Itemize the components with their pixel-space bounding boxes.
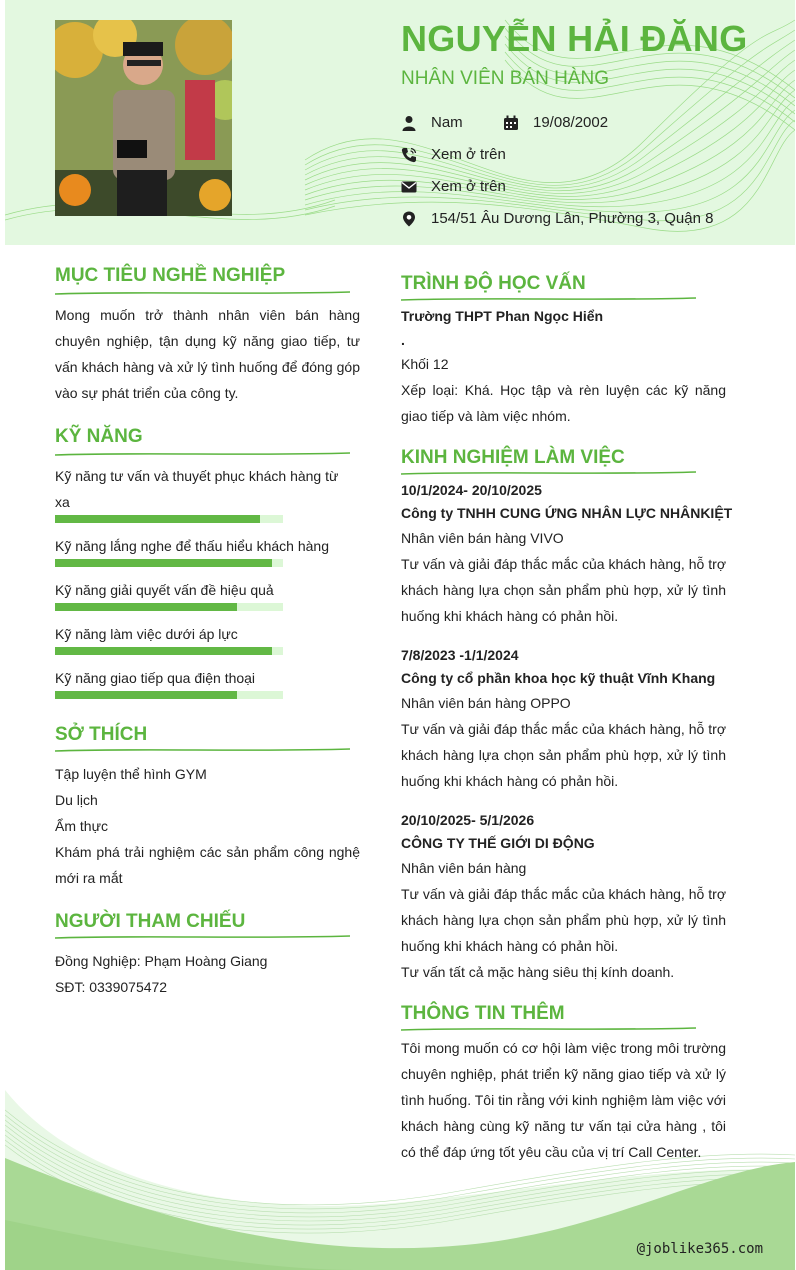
- job-company: CÔNG TY THẾ GIỚI DI ĐỘNG: [401, 835, 595, 851]
- skill-bar: [55, 515, 283, 523]
- skill-bar-fill: [55, 603, 237, 611]
- job-period: 10/1/2024- 20/10/2025: [401, 482, 542, 498]
- email-value: Xem ở trên: [431, 178, 506, 195]
- skill-bar: [55, 603, 283, 611]
- skills-title: KỸ NĂNG: [55, 426, 143, 447]
- address-row: [401, 210, 713, 227]
- phone-row: [401, 146, 506, 163]
- additional-title: THÔNG TIN THÊM: [401, 1003, 565, 1024]
- references-underline: [55, 934, 350, 940]
- person-photo-illustration: [55, 20, 232, 216]
- birthday-value: 19/08/2002: [533, 114, 609, 131]
- skill-label: Kỹ năng giao tiếp qua điện thoại: [55, 670, 256, 686]
- candidate-role: NHÂN VIÊN BÁN HÀNG: [401, 68, 609, 89]
- hobbies-title: SỞ THÍCH: [55, 724, 148, 745]
- job-position: Nhân viên bán hàng: [401, 860, 527, 876]
- additional-text: Tôi mong muốn có cơ hội làm việc trong môi trường chuyên nghiệp, phát triển kỹ năng giao tiếp và xử lý tình huống. Tôi tin rằng với kinh nghiệm làm việc với khách hàng cùng kỹ năng tư vấn tại cửa hàng , tôi có thể đáp ứng tốt yêu cầu của vị trí Call Center.: [401, 1040, 726, 1160]
- hobby-item: Du lịch: [55, 792, 98, 808]
- skill-bar-fill: [55, 515, 260, 523]
- objective-title: MỤC TIÊU NGHỀ NGHIỆP: [55, 265, 286, 286]
- education-title: TRÌNH ĐỘ HỌC VẤN: [401, 273, 586, 294]
- job-period: 20/10/2025- 5/1/2026: [401, 812, 535, 828]
- watermark: @joblike365.com: [636, 1241, 763, 1257]
- hobby-item: Tập luyện thể hình GYM: [55, 766, 207, 782]
- job-position: Nhân viên bán hàng VIVO: [401, 530, 564, 546]
- skill-bar: [55, 691, 283, 699]
- gender-value: Nam: [431, 114, 463, 131]
- phone-icon: [401, 147, 417, 163]
- education-result: Xếp loại: Khá. Học tập và rèn luyện các kỹ năng giao tiếp và làm việc nhóm.: [401, 382, 726, 424]
- location-pin-icon: [401, 211, 417, 227]
- job-company: Công ty cổ phần khoa học kỹ thuật Vĩnh Khang: [401, 670, 716, 686]
- envelope-icon: [401, 179, 417, 195]
- skills-underline: [55, 451, 350, 457]
- skill-bar-fill: [55, 647, 272, 655]
- job-period: 7/8/2023 -1/1/2024: [401, 647, 519, 663]
- skill-bar: [55, 647, 283, 655]
- hobby-item: Khám phá trải nghiệm các sản phẩm công nghệ mới ra mắt: [55, 844, 360, 886]
- profile-photo: [55, 20, 232, 216]
- skill-label: Kỹ năng giải quyết vấn đề hiệu quả: [55, 582, 274, 598]
- calendar-icon: [503, 115, 519, 131]
- skill-bar: [55, 559, 283, 567]
- skill-bar-fill: [55, 559, 272, 567]
- cv-page: [5, 0, 795, 1270]
- job-description: Tư vấn và giải đáp thắc mắc của khách hàng, hỗ trợ khách hàng lựa chọn sản phẩm phù hợp, xử lý tình huống khi khách hàng có phản hồi.: [401, 721, 726, 789]
- skill-label: Kỹ năng lắng nghe để thấu hiểu khách hàng: [55, 538, 330, 554]
- education-grade: Khối 12: [401, 356, 449, 372]
- additional-underline: [401, 1026, 696, 1032]
- candidate-name: NGUYỄN HẢI ĐĂNG: [401, 18, 748, 59]
- skill-label: Kỹ năng tư vấn và thuyết phục khách hàng từ xa: [55, 468, 339, 510]
- skill-label: Kỹ năng làm việc dưới áp lực: [55, 626, 238, 642]
- birthday-row: [503, 114, 608, 131]
- address-value: 154/51 Âu Dương Lân, Phường 3, Quận 8: [431, 210, 714, 227]
- skill-bar-fill: [55, 691, 237, 699]
- education-dot: .: [401, 332, 405, 348]
- school-name: Trường THPT Phan Ngọc Hiển: [401, 308, 604, 324]
- job-extra: Tư vấn tất cả mặc hàng siêu thị kính doanh.: [401, 964, 675, 980]
- phone-value: Xem ở trên: [431, 146, 506, 163]
- job-company: Công ty TNHH CUNG ỨNG NHÂN LỰC NHÂNKIỆT: [401, 505, 733, 521]
- gender-row: [401, 114, 463, 131]
- education-underline: [401, 296, 696, 302]
- email-row: [401, 178, 506, 195]
- experience-title: KINH NGHIỆM LÀM VIỆC: [401, 447, 625, 468]
- hobby-item: Ẩm thực: [55, 818, 108, 834]
- person-icon: [401, 115, 417, 131]
- reference-item: SĐT: 0339075472: [55, 979, 168, 995]
- reference-item: Đồng Nghiệp: Phạm Hoàng Giang: [55, 953, 268, 969]
- objective-text: Mong muốn trở thành nhân viên bán hàng chuyên nghiệp, tận dụng kỹ năng giao tiếp, tư vấn khách hàng và xử lý tình huống để đóng góp vào sự phát triển của công ty.: [55, 307, 360, 401]
- job-description: Tư vấn và giải đáp thắc mắc của khách hàng, hỗ trợ khách hàng lựa chọn sản phẩm phù hợp, xử lý tình huống khi khách hàng có phản hồi.: [401, 556, 726, 624]
- job-position: Nhân viên bán hàng OPPO: [401, 695, 571, 711]
- experience-underline: [401, 470, 696, 476]
- objective-underline: [55, 290, 350, 296]
- references-title: NGƯỜI THAM CHIẾU: [55, 911, 246, 932]
- job-description: Tư vấn và giải đáp thắc mắc của khách hàng, hỗ trợ khách hàng lựa chọn sản phẩm phù hợp, xử lý tình huống khi khách hàng có phản hồi.: [401, 886, 726, 954]
- hobbies-underline: [55, 747, 350, 753]
